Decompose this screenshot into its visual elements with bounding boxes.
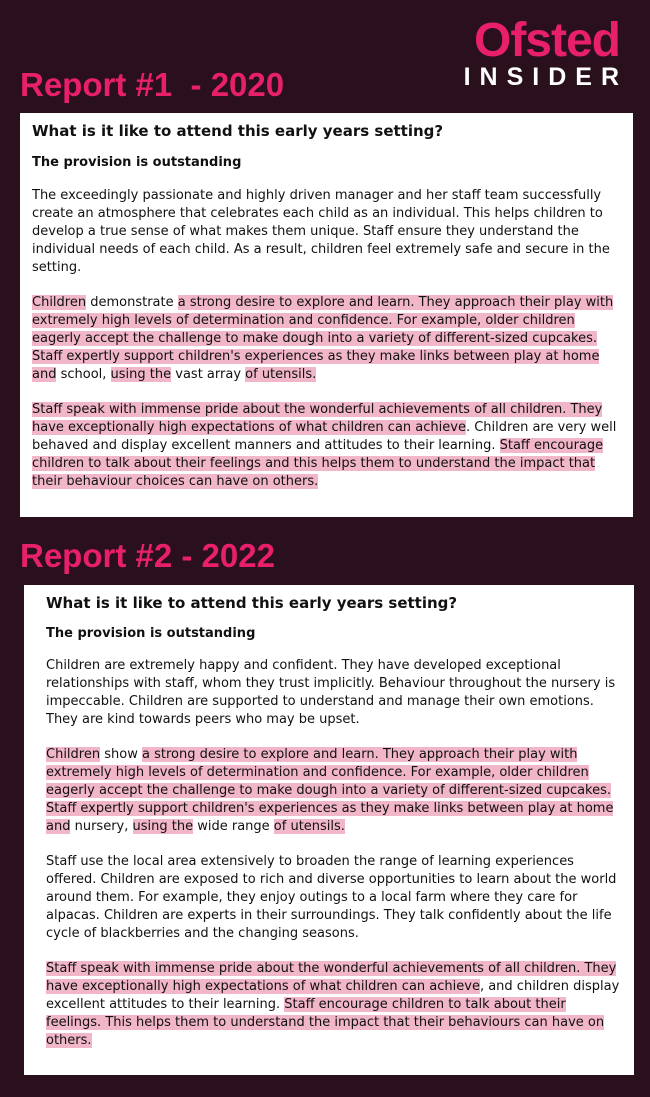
highlight: a strong desire to explore and learn. They approach their play with extremely high levels of determination and confidence. For example, older children eagerly accept the challenge to make dough into a variety of different-sized cupcakes. Staff expertly support children's experiences as they make links between play at home and bbox=[32, 295, 614, 382]
ofsted-insider-logo bbox=[430, 14, 628, 91]
report-1-paragraph-2 bbox=[32, 294, 621, 384]
highlight: using the bbox=[110, 367, 172, 382]
highlight: Staff encourage children to talk about their feelings and this helps them to understand the impact that their behaviour choices can have on others. bbox=[32, 438, 604, 489]
text-segment: vast array bbox=[171, 367, 246, 382]
highlight: using the bbox=[132, 819, 194, 834]
report-2-paragraph-3: Staff use the local area extensively to broaden the range of learning experiences offered. Children are exposed to rich and diverse opportunities to learn about the world around them. For example, they enjoy outings to a local farm where they care for alpacas. Children are experts in their surroundings. They talk confidently about the life cycle of blackberries and the changing seasons. bbox=[46, 854, 617, 941]
highlight: Staff speak with immense pride about the wonderful achievements of all children. They have exceptionally high expectations of what children can achieve bbox=[32, 402, 603, 435]
logo-insider-text: INSIDER bbox=[463, 63, 628, 91]
highlight: of utensils. bbox=[245, 367, 317, 382]
highlight: Staff speak with immense pride about the wonderful achievements of all children. They have exceptionally high expectations of what children can achieve bbox=[46, 961, 617, 994]
logo-ofsted-text: Ofsted bbox=[473, 14, 620, 67]
report-2-paragraph-2 bbox=[46, 746, 622, 836]
text-segment: demonstrate bbox=[86, 295, 178, 310]
text-segment: school, bbox=[56, 367, 111, 382]
text-segment: , and children display excellent attitudes to their learning. bbox=[46, 979, 620, 1012]
text-segment: wide range bbox=[193, 819, 274, 834]
text-segment: nursery, bbox=[70, 819, 133, 834]
highlight: Children bbox=[32, 295, 87, 310]
report-2-paragraph-1: Children are extremely happy and confident. They have developed exceptional relationships with staff, whom they trust implicitly. Behaviour throughout the nursery is impeccable. Children are supported to understand and manage their own emotions. They are kind towards peers who may be upset. bbox=[46, 658, 616, 727]
highlight: Children bbox=[46, 747, 101, 762]
report-1-paragraph-1: The exceedingly passionate and highly driven manager and her staff team successfully create an atmosphere that celebrates each child as an individual. This helps children to develop a true sense of what makes them unique. Staff ensure they understand the individual needs of each child. As a result, children feel extremely safe and secure in the setting. bbox=[32, 188, 610, 275]
highlight: Staff encourage children to talk about their feelings. This helps them to understand the impact that their behaviours can have on others. bbox=[46, 997, 605, 1048]
report-1-question: What is it like to attend this early years setting? bbox=[32, 122, 444, 140]
text-segment: show bbox=[100, 747, 142, 762]
report-1-verdict: The provision is outstanding bbox=[32, 155, 242, 170]
text-segment: . Children are very well behaved and display excellent manners and attitudes to their learning. bbox=[32, 420, 617, 453]
report-2-heading: Report #2 - 2022 bbox=[20, 537, 275, 574]
report-2-panel bbox=[24, 585, 634, 1075]
report-1-heading: Report #1 - 2020 bbox=[20, 66, 285, 103]
report-2-verdict: The provision is outstanding bbox=[46, 626, 256, 641]
report-1-paragraph-3 bbox=[32, 401, 621, 491]
report-1-panel bbox=[20, 113, 633, 517]
highlight: a strong desire to explore and learn. They approach their play with extremely high levels of determination and confidence. For example, older children eagerly accept the challenge to make dough into a variety of different-sized cupcakes. Staff expertly support children's experiences as they make links between play at home and bbox=[46, 747, 614, 834]
report-2-question: What is it like to attend this early years setting? bbox=[46, 594, 458, 612]
highlight: of utensils. bbox=[273, 819, 345, 834]
report-2-paragraph-4 bbox=[46, 960, 622, 1050]
